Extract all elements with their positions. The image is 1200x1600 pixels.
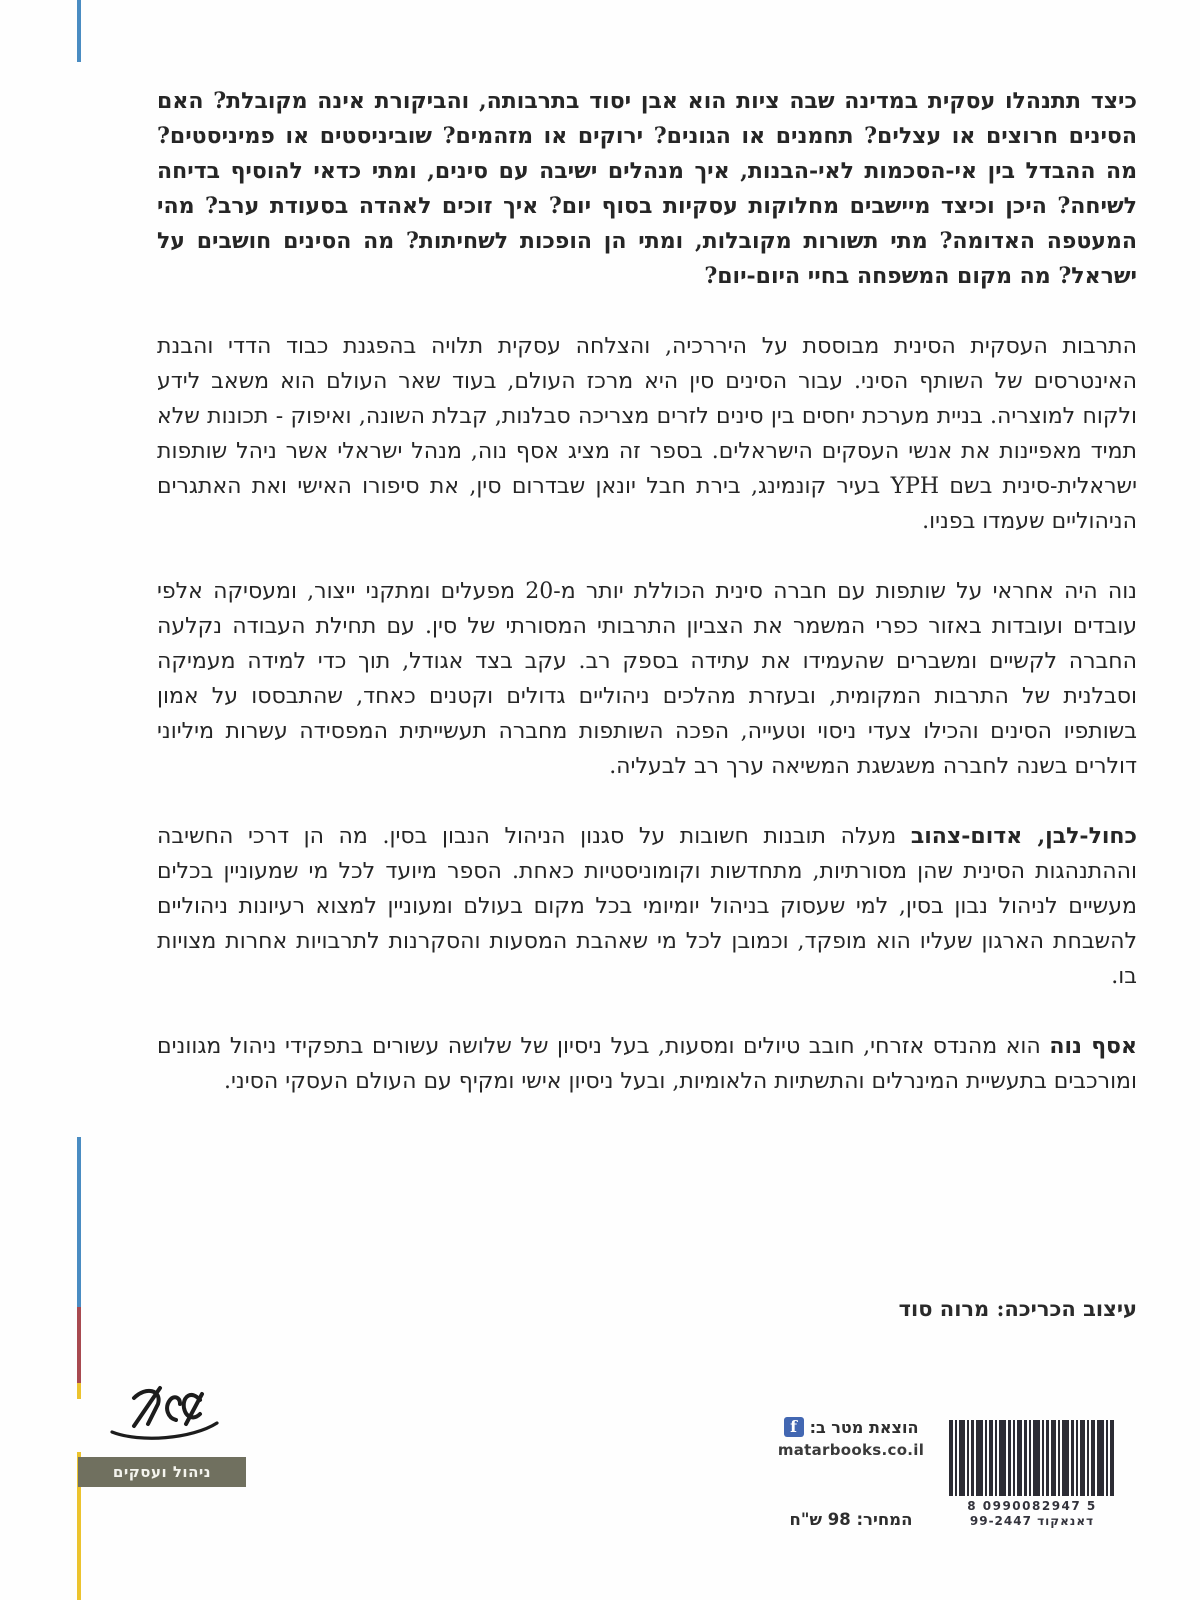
paragraph-text: כיצד תתנהלו עסקית במדינה שבה ציות הוא אבן יסוד בתרבותה, והביקורת אינה מקובלת? האם הסינים חרוצים או עצלים? תחמנים או הגונים? ירוקים או מזהמים? שוביניסטים או פמיניסטים? מה ההבדל בין אי-הסכמות לאי-הבנות, איך מנהלים ישיבה עם סינים, ומתי כדאי להוסיף בדיחה לשיחה? היכן וכיצד מיישבים מחלוקות עסקיות בסוף יום? איך זוכים לאהדה בסעודת ערב? מהי המעטפה האדומה? מתי תשורות מקובלות, ומתי הן הופכות לשחיתות? מה הסינים חושבים על ישראל? מה מקום המשפחה בחיי היום-יום? (157, 88, 1137, 289)
matar-publisher-logo (104, 1368, 224, 1452)
paragraph-text: התרבות העסקית הסינית מבוססת על היררכיה, והצלחה עסקית תלויה בהפגנת כבוד הדדי והבנת האינטרסים של השותף הסיני. עבור הסינים סין היא מרכז העולם, בעוד שאר העולם הוא משאב לידע ולקוח למוצריה. בניית מערכת יחסים בין סינים לזרים מצריכה סבלנות, קבלת השונה, ואיפוק - תכונות שלא תמיד מאפיינות את אנשי העסקים הישראלים. בספר זה מציג אסף נוה, מנהל ישראלי אשר ניהל שותפות ישראלית-סינית בשם YPH בעיר קונמינג, בירת חבל יונאן שבדרום סין, את סיפורו האישי ואת האתגרים הניהוליים שעמדו בפניו. (157, 334, 1138, 534)
partnership-story-paragraph (157, 574, 1137, 784)
barcode-number: 8 0990082947 5 (967, 1499, 1097, 1513)
author-name-lead: אסף נוה (1049, 1033, 1138, 1059)
registration-strip-yellow-short (77, 1383, 81, 1399)
danacode-number: דאנאקוד 99-2447 (969, 1514, 1095, 1528)
book-purpose-paragraph (157, 819, 1137, 994)
registration-strip-blue-top (77, 0, 81, 62)
author-bio-paragraph (157, 1029, 1137, 1099)
facebook-line-text: הוצאת מטר ב: (809, 1417, 919, 1437)
category-label: ניהול ועסקים (112, 1463, 212, 1481)
facebook-line (772, 1417, 930, 1437)
category-label-box (78, 1457, 246, 1487)
registration-strip-blue-middle (77, 1137, 81, 1307)
barcode-block (949, 1420, 1115, 1528)
back-cover-text (157, 84, 1137, 1134)
cover-design-credit: עיצוב הכריכה: מרוה סוד (898, 1296, 1137, 1321)
paragraph-text: נוה היה אחראי על שותפות עם חברה סינית הכוללת יותר מ-20 מפעלים ומתקני ייצור, ומעסיקה אלפי עובדים ועובדות באזור כפרי המשמר את הצביון התרבותי המסורתי של סין. עם תחילת העבודה נקלעה החברה לקשיים ומשברים שהעמידו את עתידה בספק רב. עקב בצד אגודל, תוך כדי למידה מעמיקה וסבלנית של התרבות המקומית, ובעזרת מהלכים ניהוליים גדולים וקטנים כאחד, שהתבססו על אמון בשותפיו הסינים והכילו צעדי ניסוי וטעייה, הפכה השותפות מחברה תעשייתית המפסידה עשרות מיליוני דולרים בשנה לחברה משגשגת המשיאה ערך רב לבעליה. (157, 579, 1137, 779)
business-culture-paragraph (157, 329, 1137, 539)
price-line: המחיר: 98 ש"ח (789, 1510, 913, 1529)
opening-questions-paragraph (157, 84, 1137, 294)
handwritten-signature-icon (104, 1368, 224, 1452)
registration-strip-red (77, 1307, 81, 1383)
paragraph-text: מעלה תובנות חשובות על סגנון הניהול הנבון בסין. מה הן דרכי החשיבה וההתנהגות הסינית שהן מסורתיות, מתחדשות וקומוניסטיות כאחת. הספר מיועד לכל מי שמעוניין בכלים מעשיים לניהול נבון בסין, למי שעסוק בניהול יומיומי בכל מקום בעולם ומעוניין למצוא רעיונות ניהוליים להשבחת הארגון שעליו הוא מופקד, וכמובן לכל מי שאהבת המסעות והסקרנות לתרבויות אחרות מצויות בו. (157, 824, 1137, 989)
book-title-lead: כחול-לבן, אדום-צהוב (910, 823, 1138, 849)
publisher-website: matarbooks.co.il (777, 1441, 925, 1459)
barcode-icon (949, 1420, 1115, 1496)
facebook-icon: f (784, 1417, 804, 1437)
paragraph-text: הוא מהנדס אזרחי, חובב טיולים ומסעות, בעל ניסיון של שלושה עשורים בתפקידי ניהול מגוונים ומורכבים בתעשיית המינרלים והתשתיות הלאומיות, ובעל ניסיון אישי ומקיף עם העולם העסקי הסיני. (157, 1034, 1137, 1094)
